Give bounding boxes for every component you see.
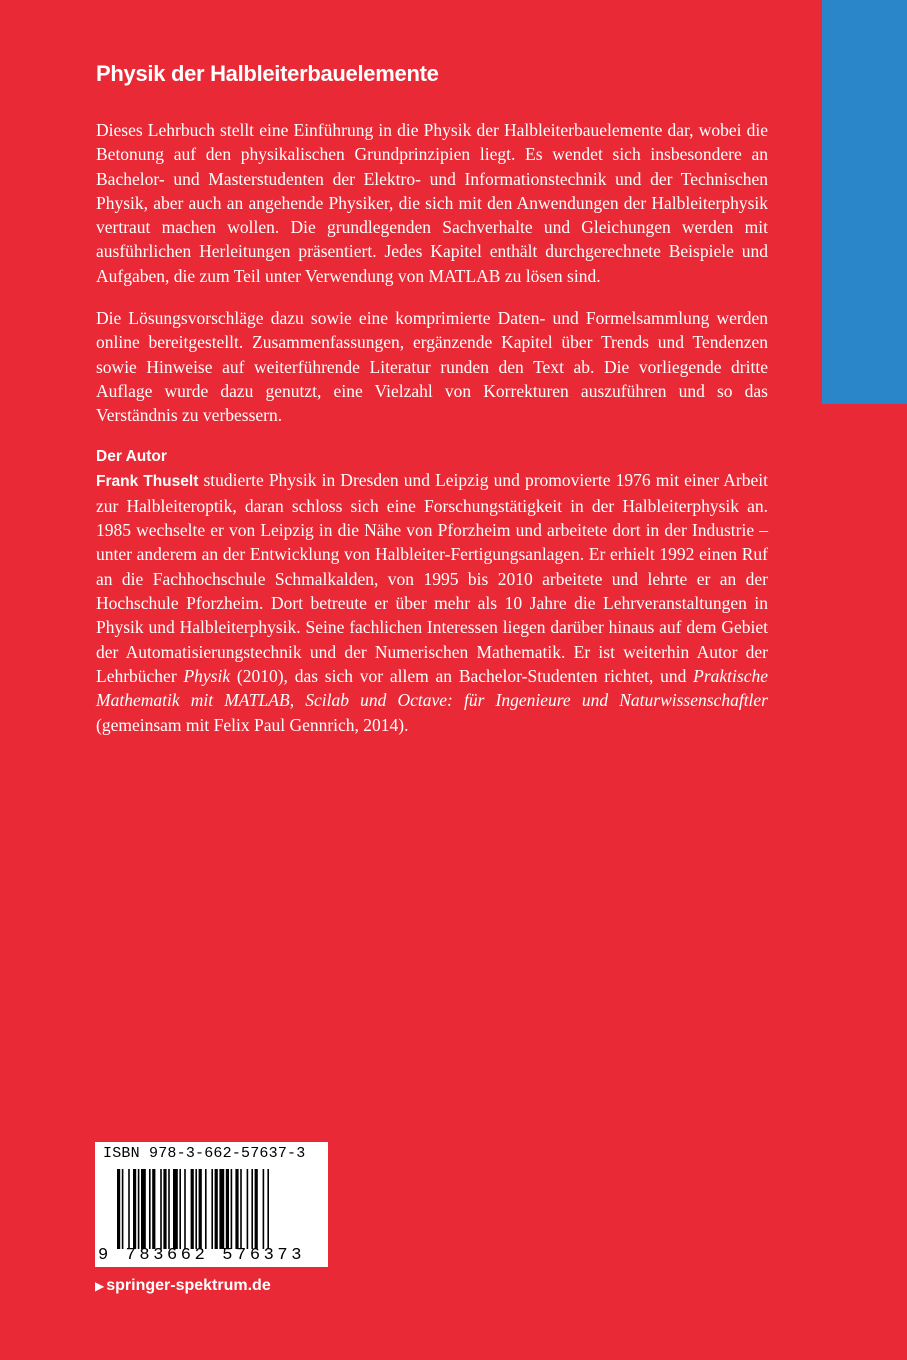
isbn-number: ISBN 978-3-662-57637-3 (103, 1145, 306, 1162)
isbn-barcode (95, 1142, 328, 1267)
author-name: Frank Thuselt (96, 472, 199, 490)
author-heading: Der Autor (96, 447, 167, 465)
description-paragraph-1: Dieses Lehrbuch stellt eine Einführung in die Physik der Halbleiterbauelemente dar, wobei die Betonung auf den physikalischen Grundprinzipien liegt. Es wendet sich insbesondere an Bachelor- und Masterstudenten der Elektro- und Informationstechnik und der Technischen Physik, aber auch an angehende Physiker, die sich mit den Anwendungen der Halbleiterphysik vertraut machen wollen. Die grundlegenden Sachverhalte und Gleichungen werden mit ausführlichen Herleitungen präsentiert. Jedes Kapitel enthält durchgerechnete Beispiele und Aufgaben, die zum Teil unter Verwendung von MATLAB zu lösen sind. (96, 120, 768, 286)
publisher-website-text: springer-spektrum.de (106, 1277, 271, 1294)
author-book-2: Praktische Mathematik mit MATLAB, Scilab und Octave: für Ingenieure und Naturwissenschaftler (96, 665, 768, 711)
author-book-1: Physik (183, 665, 231, 686)
description-paragraph-2: Die Lösungsvorschläge dazu sowie eine komprimierte Daten- und Formelsammlung werden online bereitgestellt. Zusammenfassungen, ergänzende Kapitel über Trends und Tendenzen sowie Hinweise auf weiterführende Literatur runden den Text ab. Die vorliegende dritte Auflage wurde dazu genutzt, eine Vielzahl von Korrekturen auszuführen und so das Verständnis zu verbessern. (96, 308, 768, 426)
arrow-right-icon: ▶ (95, 1279, 105, 1293)
book-title: Physik der Halbleiterbauelemente (96, 61, 439, 86)
author-bio-text-1: studierte Physik in Dresden und Leipzig und promovierte 1976 mit einer Arbeit zur Halbleiteroptik, daran schloss sich eine Forschungstätigkeit in der Halbleiterphysik an. 1985 wechselte er von Leipzig in die Nähe von Pforzheim und arbeitete dort in der Industrie – unter anderem an der Entwicklung von Halbleiter-Fertigungsanlagen. Er erhielt 1992 einen Ruf an die Fachhochschule Schmalkalden, von 1995 bis 2010 arbeitete und lehrte er an der Hochschule Pforzheim. Dort betreute er über mehr als 10 Jahre die Lehrveranstaltungen in Physik und Halbleiterphysik. Seine fachlichen Interessen liegen darüber hinaus auf dem Gebiet der Automatisierungstechnik und der Numerischen Mathematik. Er ist weiterhin Autor der Lehrbücher (96, 469, 768, 686)
back-cover-text (96, 60, 768, 737)
barcode-digits: 9 783662 576373 (98, 1246, 306, 1265)
author-bio-text-3: (gemeinsam mit Felix Paul Gennrich, 2014). (96, 714, 409, 735)
author-bio (96, 468, 768, 737)
blue-accent-strip (822, 0, 907, 404)
publisher-website (95, 1277, 271, 1295)
barcode-bars (117, 1169, 317, 1249)
author-bio-text-2: (2010), das sich vor allem an Bachelor-Studenten richtet, und (230, 665, 694, 686)
